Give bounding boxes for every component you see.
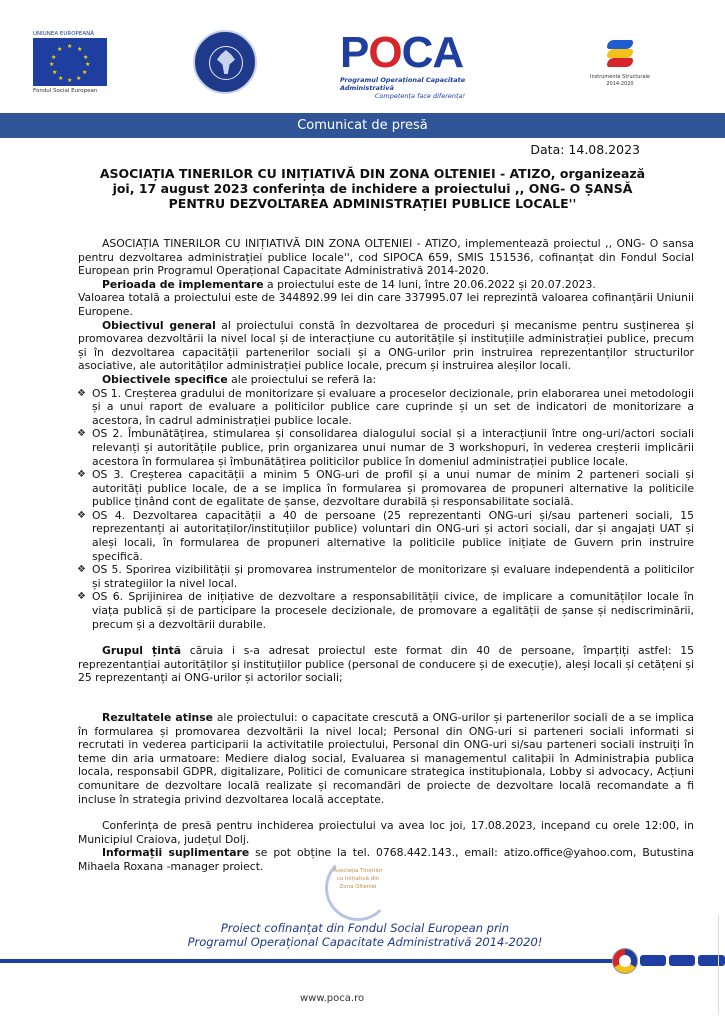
implementation-period: Perioada de implementare a proiectului este de 14 luni, între 20.06.2022 și 20.07.2023.	[102, 277, 596, 291]
atizo-stamp: Asociația Tinerilor cu Inițiativă din Zona Olteniei	[315, 855, 405, 915]
diamond-bullet-icon: ❖	[77, 591, 86, 603]
eu-logo	[33, 30, 109, 94]
website-link[interactable]: www.poca.ro	[300, 993, 365, 1004]
page-edge	[718, 915, 719, 1015]
intro-paragraph: ASOCIAȚIA TINERILOR CU INIȚIATIVĂ DIN ZONA OLTENIEI - ATIZO, implementează proiectul ,, ONG- O sansa pentru dezvoltarea administrației publice locale'', cod SIPOCA 659, SMIS 151536, cofinanțat din Fondul Social European prin Programul Operațional Capacitate Administrativă 2014-2020.	[78, 237, 694, 278]
contact-info: Informații suplimentare se pot obține la tel. 0768.442.143., email: atizo.office@yahoo.com, Butustina Mihaela Roxana -manager proiect.	[78, 846, 694, 873]
footer-divider	[0, 959, 615, 963]
diamond-bullet-icon: ❖	[77, 509, 86, 521]
project-value: Valoarea totală a proiectului este de 344892.99 lei din care 337995.07 lei reprezintă valoarea cofinanțării Uniunii Europene.	[78, 291, 694, 318]
structural-instruments-logo	[587, 30, 653, 88]
footer-segment	[669, 955, 695, 966]
poca-emblem-icon	[612, 948, 638, 974]
results-achieved: Rezultatele atinse ale proiectului: o capacitate crescută a ONG-urilor și partenerilor sociali de a se implica în formularea și promovarea dezvoltării la nivel local; Personal din ONG-uri si parteneri sociali informati si recrutati in vederea participarii la activitatile proiectului, Personal din ONG-uri si/sau parteneri sociali instruiți în teme din aria urmatoare: Mediere dialog social, Evaluarea si managementul calitaþii în Administraþia publica locala, responsabil GDPR, digitalizare, Politici de comunicare strategica instituþionala, Lobby si advocacy, Acțiuni comunitare de dezvoltare locală realizate și recomandări de proiecte de dezvoltare locală recomandate a fi incluse în strategia privind dezvoltarea locală acceptate.	[78, 711, 695, 806]
cofinancing-note: Proiect cofinanțat din Fondul Social European prin Programul Operațional Capacitate Administrativă 2014-2020!	[187, 921, 543, 949]
specific-objectives-list	[78, 387, 694, 632]
list-item: ❖ OS 1. Creșterea gradului de monitorizare și evaluare a proceselor decizionale, prin elaborarea unei metodologii și a unui raport de evaluare a politicilor publice care cuprinde și un set de indicatori de monitorizare a acestora, în cadrul administrației publice locale.	[77, 386, 694, 427]
list-item: ❖ OS 6. Sprijinirea de inițiative de dezvoltare a responsabilității civice, de implicare a comunităților locale în viața publică și de participare la procesele decizionale, de promovare a egalității de șanse și nediscriminării, precum și a dezvoltării durabile.	[77, 590, 694, 631]
diamond-bullet-icon: ❖	[77, 428, 86, 440]
specific-objectives-intro: Obiectivele specifice ale proiectului se referă la:	[102, 372, 377, 386]
document-title: ASOCIAȚIA TINERILOR CU INIȚIATIVĂ DIN ZONA OLTENIEI - ATIZO, organizează joi, 17 august 2023 conferința de inchidere a proiectului ,, ONG- O ȘANSĂ PENTRU DEZVOLTAREA ADMINISTRAȚIEI PUBLICE LOCALE''	[99, 166, 646, 211]
logo-strip	[0, 0, 725, 112]
diamond-bullet-icon: ❖	[77, 564, 86, 576]
eu-flag-icon: ★ ★ ★ ★ ★ ★ ★ ★ ★ ★ ★ ★	[33, 38, 107, 86]
press-release-banner: Comunicat de presă	[0, 113, 725, 138]
footer-segment	[640, 955, 666, 966]
conference-details: Conferința de presă pentru inchiderea proiectului va avea loc joi, 17.08.2023, incepand cu orele 12:00, in Municipiul Craiova, județul Dolj.	[78, 819, 694, 846]
poca-logo	[340, 30, 500, 100]
government-seal-icon	[193, 30, 257, 94]
list-item: ❖ OS 4. Dezvoltarea capacității a 40 de persoane (25 reprezentanti ONG-uri și/sau parteneri sociali, 15 reprezentanți ai autoritaților/instituțiilor publice) voluntari din ONG-uri și actori sociali, dar și angajați UAT și aleși locali, în formularea de propuneri alternative la politicile publice inițiate de Guvern prin instruire specifică.	[77, 508, 694, 563]
poca-tagline: Competența face diferența!	[374, 92, 466, 100]
diamond-bullet-icon: ❖	[77, 469, 86, 481]
eu-logo-caption-top: UNIUNEA EUROPEANĂ	[33, 31, 94, 37]
ribbon-icon	[603, 30, 637, 74]
list-item: ❖ OS 5. Sporirea vizibilității și promovarea instrumentelor de monitorizare și evaluare independentă a politicilor și strategiilor la nivel local.	[77, 563, 694, 590]
list-item: ❖ OS 2. Îmbunătățirea, stimularea și consolidarea dialogului social și a interacțiunii între ong-uri/actori sociali relevanți și autoritățile publice, prin organizarea unui numar de 3 workshopuri, în vederea creșterii implicării acestora în formularea și îmbunătățirea politicilor publice în domeniul administrației publice locale.	[77, 427, 694, 468]
structural-instruments-caption: Instrumente Structurale 2014-2020	[590, 74, 650, 87]
target-group: Grupul țintă căruia i s-a adresat proiectul este format din 40 de persoane, împarțiți astfel: 15 reprezentanțiai autorităților și instituțiilor publice (personal de conducere și de execuție), aleși locali și cetățeni și 25 reprezentanți ai ONG-urilor și actorilor sociali;	[78, 644, 694, 685]
release-date: Data: 14.08.2023	[530, 142, 640, 157]
poca-subtitle: Programul Operațional Capacitate Administrativă	[340, 76, 466, 92]
general-objective: Obiectivul general al proiectului constă în dezvoltarea de proceduri și mecanisme pentru susținerea și promovarea dezvoltării la nivel local și de interacțiune cu autoritățile și instituțiile administrației publice, precum și în dezvoltarea capacității partenerilor sociali și a ONG-urilor prin instruirea reprezentanților structurilor asociative, ale autorităților administrației publice locale, precum și instruirea aleșilor locali.	[78, 318, 695, 373]
footer-segment	[698, 955, 725, 966]
poca-wordmark: POCA	[340, 28, 464, 77]
diamond-bullet-icon: ❖	[77, 387, 86, 399]
document-body	[78, 237, 694, 874]
eu-logo-caption-bottom: Fondul Social European	[33, 88, 98, 94]
list-item: ❖ OS 3. Creșterea capacității a minim 5 ONG-uri de profil și a unui numar de minim 2 parteneri sociali și autorități publice locale, de a se implica în formularea și promovarea de propuneri alternative la politicile publice ținând cont de egalitate de șanse, dezvoltare durabilă și responsabilitate socială.	[77, 468, 694, 509]
